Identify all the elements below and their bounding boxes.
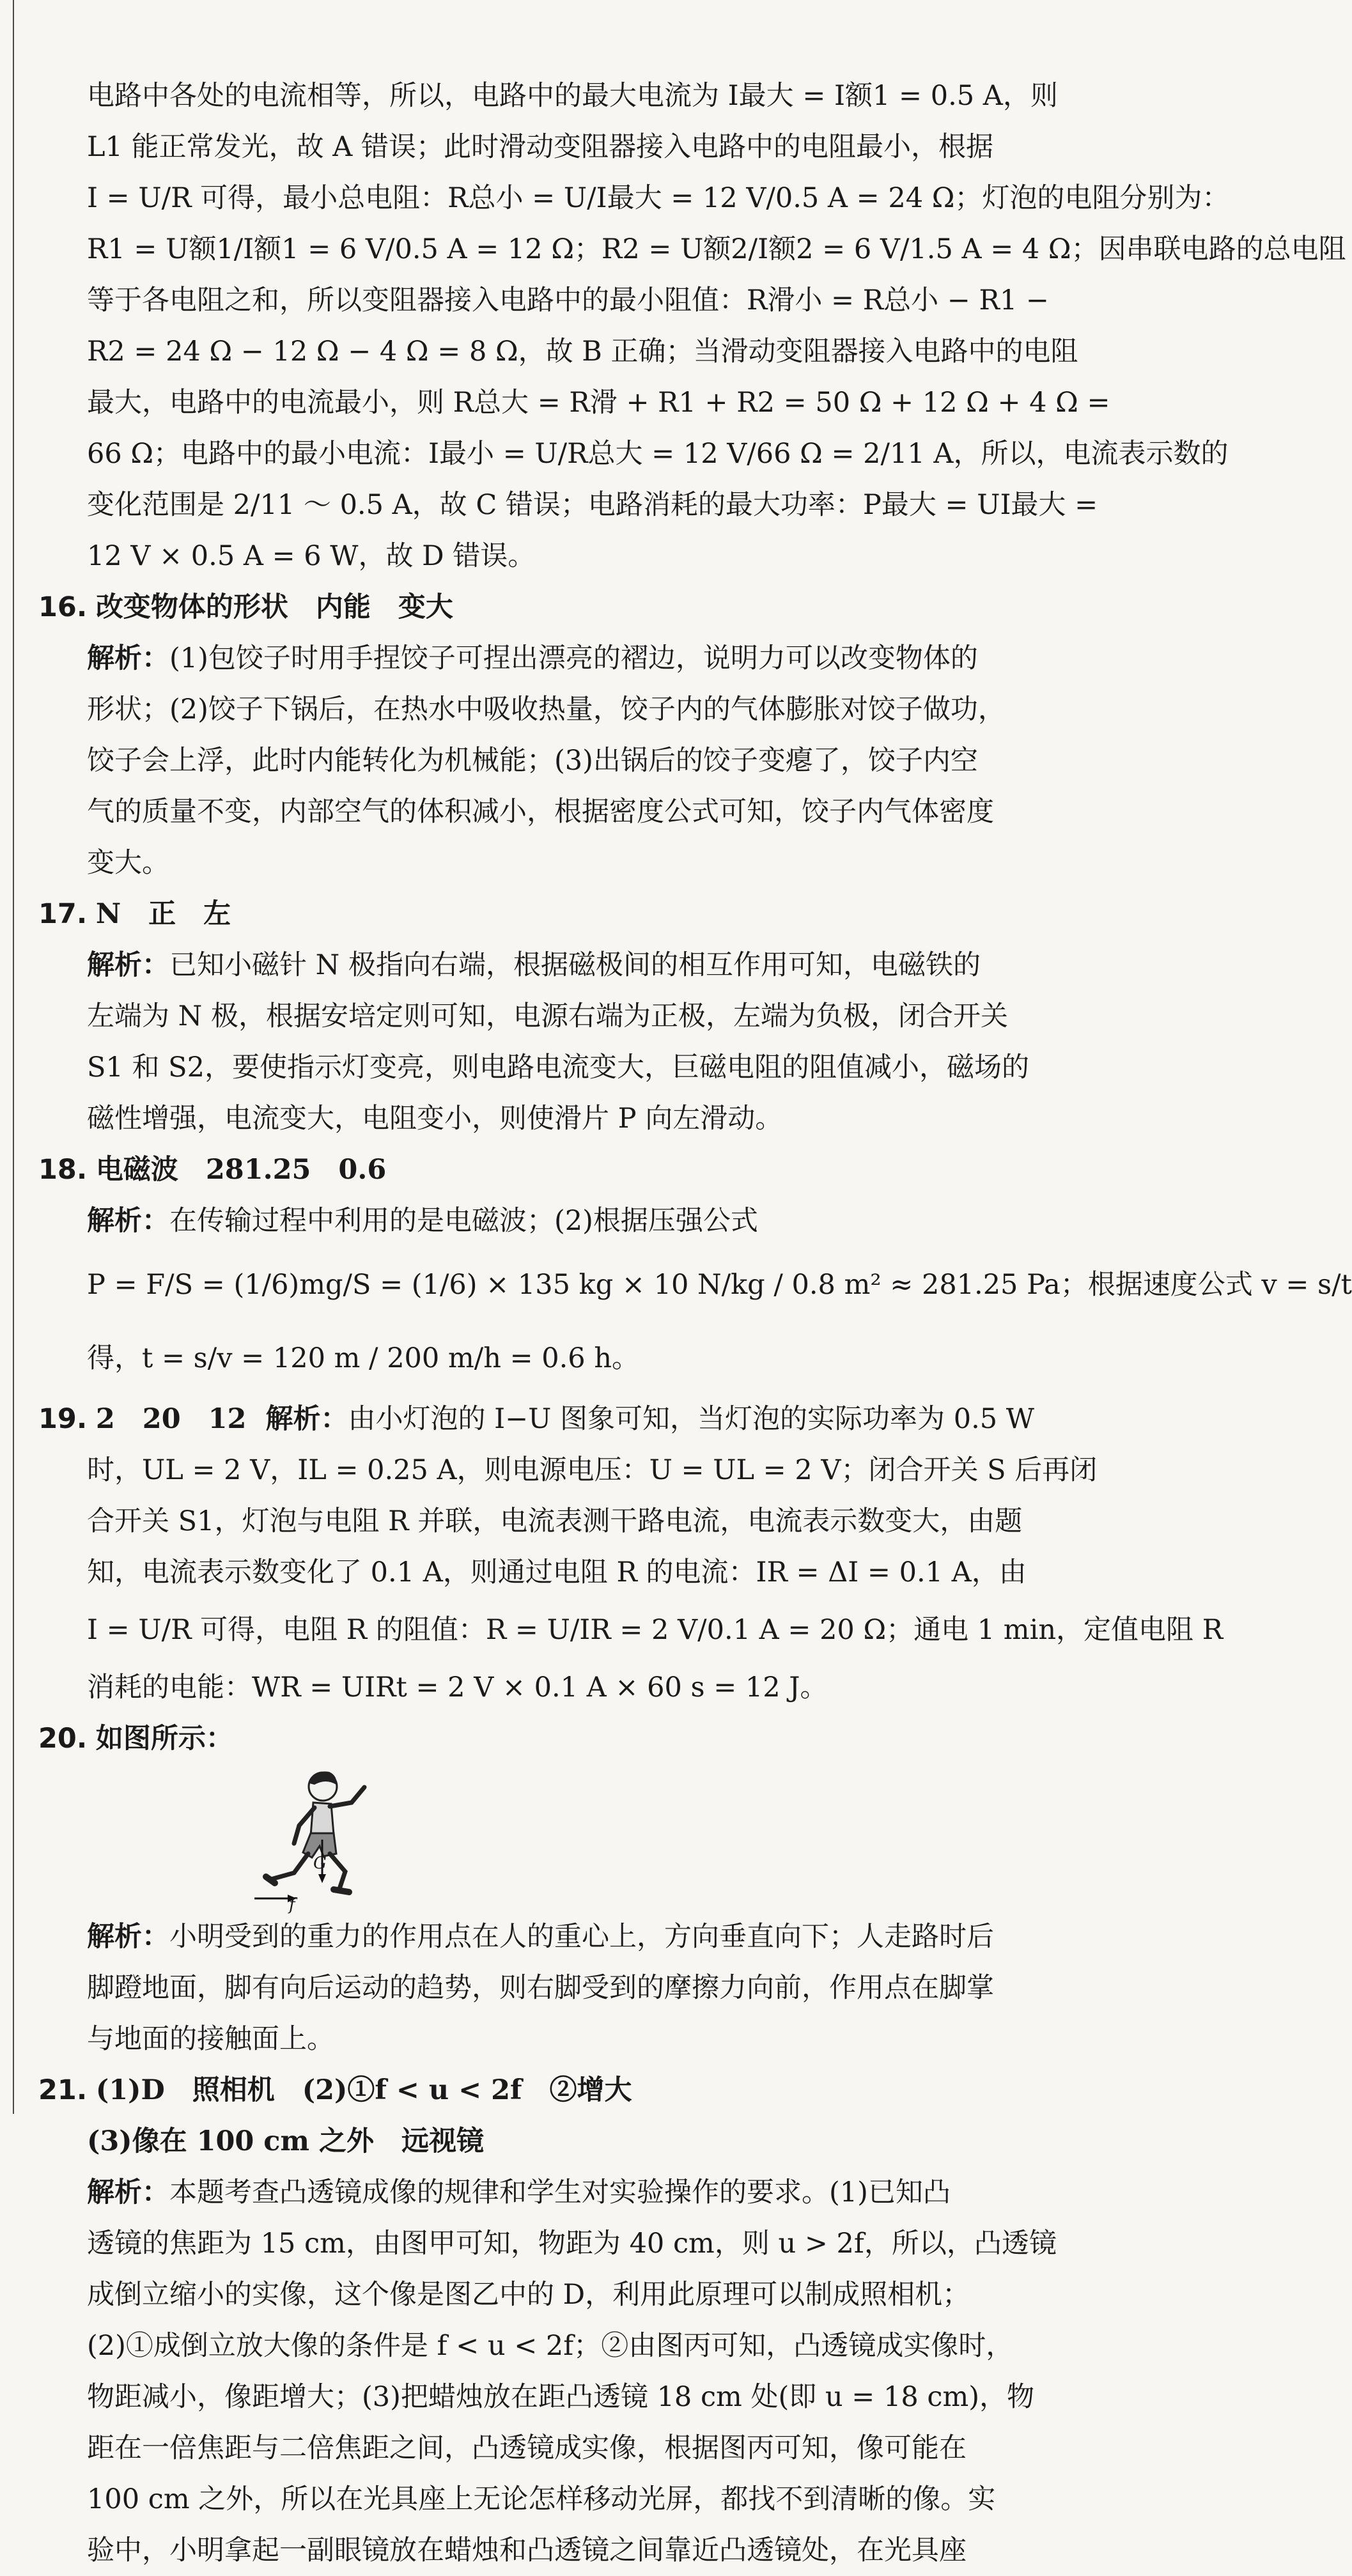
question-number: 17.: [38, 898, 88, 930]
analysis-label: 解析：: [87, 642, 169, 674]
text-line: 变大。: [87, 847, 169, 879]
text-line: 电路中各处的电流相等，所以，电路中的最大电流为 I最大 = I额1 = 0.5 A，则: [87, 80, 1058, 112]
answer-text: 电磁波 281.25 0.6: [95, 1154, 387, 1186]
binding-margin-line: [13, 0, 14, 2114]
analysis-label: 解析：: [87, 1205, 169, 1237]
answer-text: (1)D 照相机 (2)①f < u < 2f ②增大: [95, 2074, 632, 2106]
answer-page: [38, 70, 1352, 2576]
question-20: [38, 1713, 1023, 2065]
question-number: 21.: [38, 2074, 88, 2106]
text-line: 66 Ω；电路中的最小电流：I最小 = U/R总大 = 12 V/66 Ω = 2/11 A，所以，电流表示数的: [87, 438, 1229, 470]
text-line: R2 = 24 Ω − 12 Ω − 4 Ω = 8 Ω，故 B 正确；当滑动变阻器接入电路中的电阻: [87, 336, 1078, 368]
running-boy-illustration: [249, 1764, 390, 1911]
question-18: [38, 1144, 1352, 1393]
analysis-label: 解析：: [87, 1921, 169, 1953]
question-number: 20.: [38, 1723, 88, 1755]
question-16: [38, 582, 1023, 888]
question-number: 18.: [38, 1154, 88, 1186]
text-line: 由小灯泡的 I−U 图象可知，当灯泡的实际功率为 0.5 W: [348, 1403, 1034, 1435]
text-line: 物距减小，像距增大；(3)把蜡烛放在距凸透镜 18 cm 处(即 u = 18 cm)，物: [87, 2381, 1035, 2413]
friction-label: f: [289, 1895, 295, 1914]
question-19: [38, 1393, 1224, 1713]
answer-text: 2 20 12: [95, 1403, 247, 1435]
q15-continuation: [38, 70, 1346, 582]
text-line: S1 和 S2，要使指示灯变亮，则电路电流变大，巨磁电阻的阻值减小，磁场的: [87, 1051, 1029, 1083]
analysis-label: 解析：: [87, 949, 169, 981]
text-line: 小明受到的重力的作用点在人的重心上，方向垂直向下；人走路时后: [169, 1921, 994, 1953]
text-line: 等于各电阻之和，所以变阻器接入电路中的最小阻值：R滑小 = R总小 − R1 −: [87, 284, 1049, 316]
text-line: 形状；(2)饺子下锅后，在热水中吸收热量，饺子内的气体膨胀对饺子做功，: [87, 694, 1006, 725]
question-number: 19.: [38, 1403, 88, 1435]
text-line: 透镜的焦距为 15 cm，由图甲可知，物距为 40 cm，则 u > 2f，所以，凸透镜: [87, 2228, 1057, 2260]
text-line: R1 = U额1/I额1 = 6 V/0.5 A = 12 Ω；R2 = U额2/I额2 = 6 V/1.5 A = 4 Ω；因串联电路的总电阻: [87, 233, 1346, 265]
text-line: 消耗的电能：WR = UIRt = 2 V × 0.1 A × 60 s = 12 J。: [87, 1672, 828, 1703]
text-line: 100 cm 之外，所以在光具座上无论怎样移动光屏，都找不到清晰的像。实: [87, 2483, 996, 2515]
answer-text: (3)像在 100 cm 之外 远视镜: [87, 2125, 484, 2157]
analysis-label: 解析：: [265, 1403, 348, 1435]
running-boy-figure: [38, 1764, 1023, 1914]
answer-text: 改变物体的形状 内能 变大: [95, 591, 453, 623]
text-line: 知，电流表示数变化了 0.1 A，则通过电阻 R 的电流：IR = ΔI = 0.1 A，由: [87, 1556, 1027, 1588]
text-line: 在传输过程中利用的是电磁波；(2)根据压强公式: [169, 1205, 758, 1237]
gravity-label: G: [313, 1854, 327, 1873]
text-line: 验中，小明拿起一副眼镜放在蜡烛和凸透镜之间靠近凸透镜处，在光具座: [87, 2534, 967, 2566]
text-line: 饺子会上浮，此时内能转化为机械能；(3)出锅后的饺子变瘪了，饺子内空: [87, 745, 978, 777]
formula-line: I = U/R 可得，电阻 R 的阻值：R = U/IR = 2 V/0.1 A = 20 Ω；通电 1 min，定值电阻 R: [87, 1614, 1224, 1646]
text-line: 脚蹬地面，脚有向后运动的趋势，则右脚受到的摩擦力向前，作用点在脚掌: [87, 1972, 994, 2004]
text-line: 左端为 N 极，根据安培定则可知，电源右端为正极，左端为负极，闭合开关: [87, 1000, 1008, 1032]
text-line: 气的质量不变，内部空气的体积减小，根据密度公式可知，饺子内气体密度: [87, 796, 994, 828]
formula-line: P = F/S = (1/6)mg/S = (1/6) × 135 kg × 10 N/kg / 0.8 m² ≈ 281.25 Pa；根据速度公式 v = s/t: [87, 1269, 1352, 1301]
question-17: [38, 888, 1029, 1144]
text-line: 最大，电路中的电流最小，则 R总大 = R滑 + R1 + R2 = 50 Ω + 12 Ω + 4 Ω =: [87, 387, 1110, 419]
text-line: 已知小磁针 N 极指向右端，根据磁极间的相互作用可知，电磁铁的: [169, 949, 981, 981]
text-line: 与地面的接触面上。: [87, 2023, 334, 2055]
text-line: 变化范围是 2/11 ～ 0.5 A，故 C 错误；电路消耗的最大功率：P最大 = UI最大 =: [87, 489, 1098, 521]
text-line: I = U/R 可得，最小总电阻：R总小 = U/I最大 = 12 V/0.5 A = 24 Ω；灯泡的电阻分别为：: [87, 182, 1230, 214]
text-line: (1)包饺子时用手捏饺子可捏出漂亮的褶边，说明力可以改变物体的: [169, 642, 978, 674]
question-21: [38, 2065, 1057, 2576]
text-line: 本题考查凸透镜成像的规律和学生对实验操作的要求。(1)已知凸: [169, 2176, 951, 2208]
answer-text: N 正 左: [95, 898, 231, 930]
text-line: (2)①成倒立放大像的条件是 f < u < 2f；②由图丙可知，凸透镜成实像时，: [87, 2330, 1014, 2362]
text-line: 12 V × 0.5 A = 6 W，故 D 错误。: [87, 540, 536, 572]
question-number: 16.: [38, 591, 88, 623]
answer-text: 如图所示：: [95, 1723, 233, 1755]
formula-line: 得，t = s/v = 120 m / 200 m/h = 0.6 h。: [87, 1342, 640, 1374]
text-line: L1 能正常发光，故 A 错误；此时滑动变阻器接入电路中的电阻最小，根据: [87, 131, 993, 163]
text-line: 磁性增强，电流变大，电阻变小，则使滑片 P 向左滑动。: [87, 1103, 783, 1135]
text-line: 距在一倍焦距与二倍焦距之间，凸透镜成实像，根据图丙可知，像可能在: [87, 2432, 967, 2464]
analysis-label: 解析：: [87, 2176, 169, 2208]
text-line: 合开关 S1，灯泡与电阻 R 并联，电流表测干路电流，电流表示数变大，由题: [87, 1505, 1023, 1537]
text-line: 成倒立缩小的实像，这个像是图乙中的 D，利用此原理可以制成照相机；: [87, 2279, 970, 2311]
text-line: 时，UL = 2 V，IL = 0.25 A，则电源电压：U = UL = 2 V；闭合开关 S 后再闭: [87, 1454, 1098, 1486]
